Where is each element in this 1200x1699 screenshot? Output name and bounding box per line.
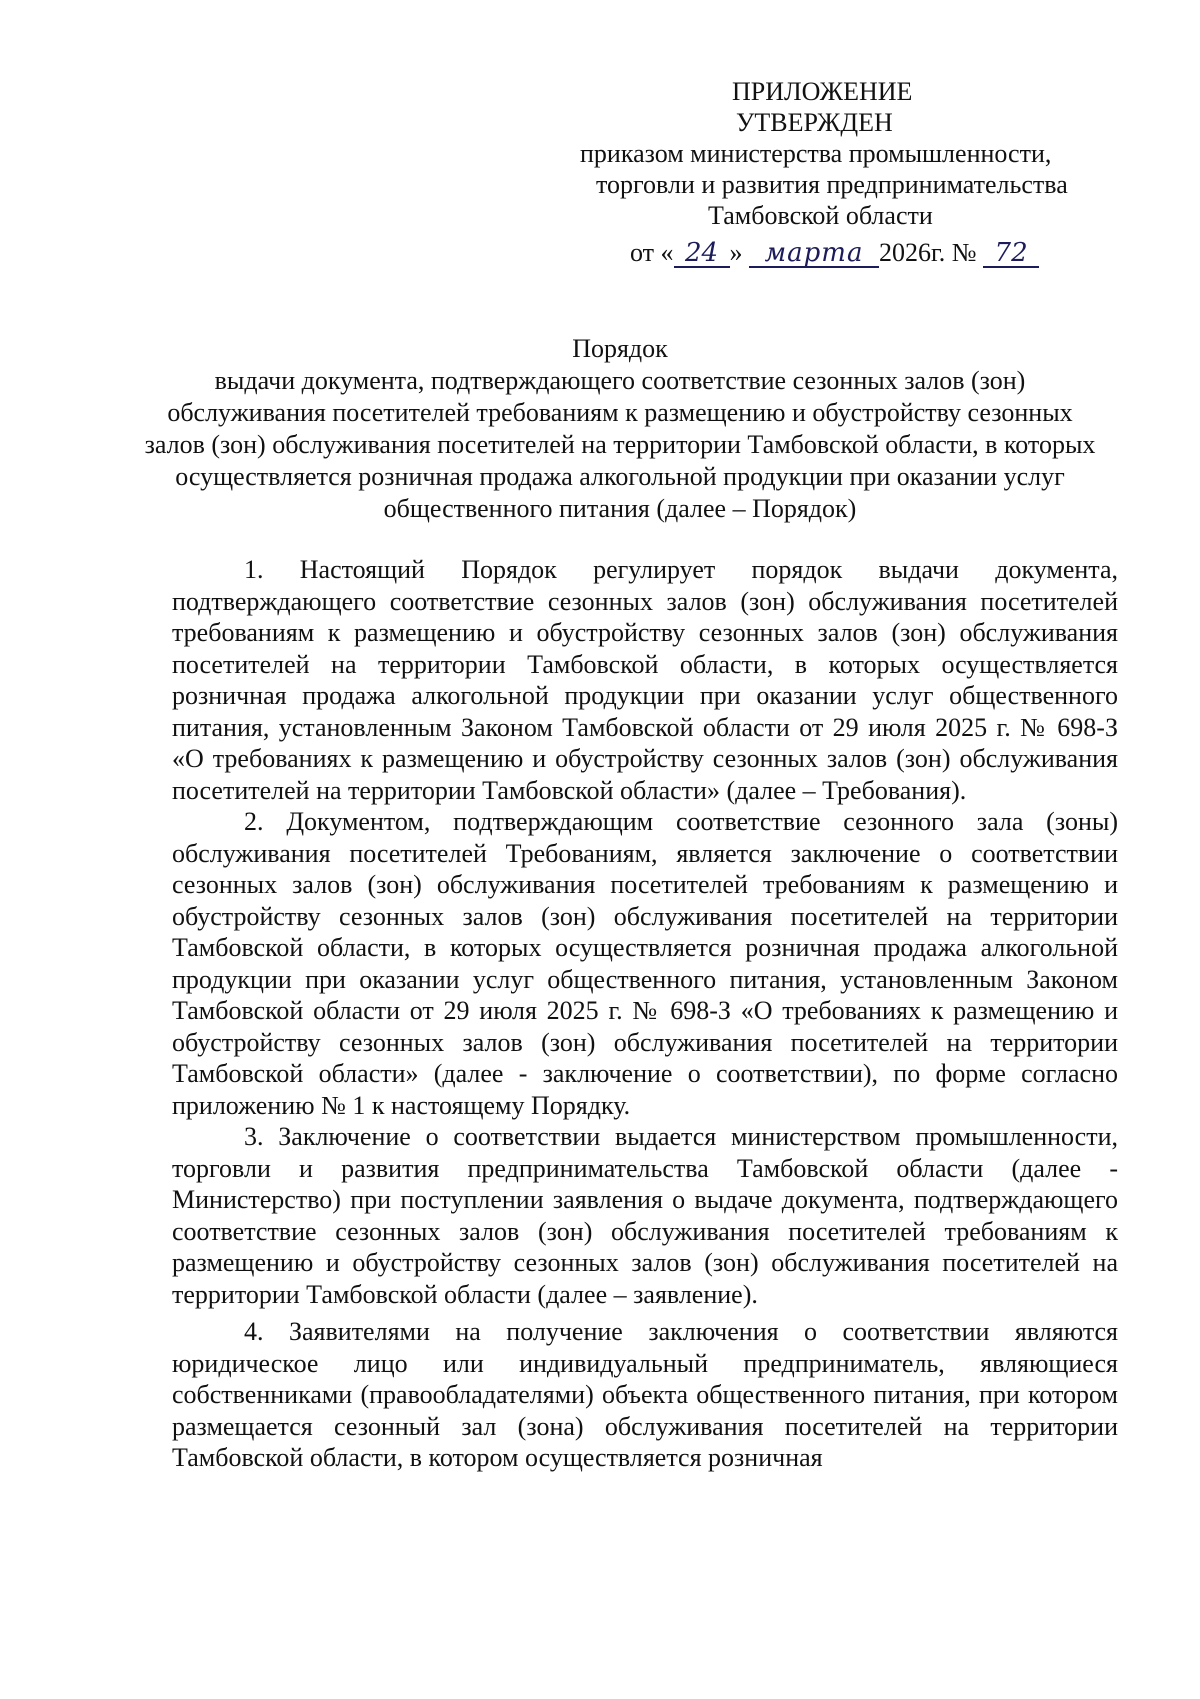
- paragraph-2: 2. Документом, подтверждающим соответствие сезонного зала (зоны) обслуживания посетителей Требованиям, является заключение о соответствии сезонных залов (зон) обслуживания посетителей требованиям к размещению и обустройству сезонных залов (зон) обслуживания посетителей на территории Тамбовской области, в которых осуществляется розничная продажа алкогольной продукции при оказании услуг общественного питания, установленным Законом Тамбовской области от 29 июля 2025 г. № 698-З «О требованиях к размещению и обустройству сезонных залов (зон) обслуживания посетителей на территории Тамбовской области» (далее - заключение о соответствии), по форме согласно приложению № 1 к настоящему Порядку.: [172, 807, 1118, 1120]
- title-subtitle: выдачи документа, подтверждающего соответствие сезонных залов (зон) обслуживания посетителей требованиям к размещению и обустройству сезонных залов (зон) обслуживания посетителей на территории Тамбовской области, в которых осуществляется розничная продажа алкогольной продукции при оказании услуг общественного питания (далее – Порядок): [144, 366, 1096, 523]
- document-body: [172, 554, 1118, 1474]
- order-line-1: приказом министерства промышленности,: [580, 139, 1052, 168]
- order-line-2: торговли и развития предпринимательства: [596, 170, 1068, 199]
- document-title: [140, 333, 1100, 525]
- order-line-3: Тамбовской области: [708, 201, 933, 230]
- handwritten-month: марта: [749, 240, 879, 268]
- paragraph-4: 4. Заявителями на получение заключения о соответствии являются юридическое лицо или индивидуальный предприниматель, являющиеся собственниками (правообладателями) объекта общественного питания, при котором размещается сезонный зал (зона) обслуживания посетителей на территории Тамбовской области, в котором осуществляется розничная: [172, 1317, 1118, 1472]
- date-mid: »: [729, 238, 743, 267]
- approved-label: УТВЕРЖДЕН: [736, 108, 893, 137]
- handwritten-order-number: 72: [983, 240, 1039, 268]
- title-heading: Порядок: [572, 334, 668, 363]
- handwritten-day: 24: [674, 240, 730, 268]
- paragraph-3: 3. Заключение о соответствии выдается министерством промышленности, торговли и развития предпринимательства Тамбовской области (далее - Министерство) при поступлении заявления о выдаче документа, подтверждающего соответствие сезонных залов (зон) обслуживания посетителей требованиям к размещению и обустройству сезонных залов (зон) обслуживания посетителей на территории Тамбовской области (далее – заявление).: [172, 1122, 1118, 1309]
- order-date-line: [560, 237, 1120, 268]
- date-year: 2026г. №: [879, 238, 977, 267]
- date-prefix: от «: [630, 238, 674, 267]
- approval-header: [560, 76, 1120, 268]
- appendix-label: ПРИЛОЖЕНИЕ: [732, 77, 913, 106]
- paragraph-1: 1. Настоящий Порядок регулирует порядок выдачи документа, подтверждающего соответствие сезонных залов (зон) обслуживания посетителей требованиям к размещению и обустройству сезонных залов (зон) обслуживания посетителей на территории Тамбовской области, в которых осуществляется розничная продажа алкогольной продукции при оказании услуг общественного питания, установленным Законом Тамбовской области от 29 июля 2025 г. № 698-З «О требованиях к размещению и обустройству сезонных залов (зон) обслуживания посетителей на территории Тамбовской области» (далее – Требования).: [172, 555, 1118, 805]
